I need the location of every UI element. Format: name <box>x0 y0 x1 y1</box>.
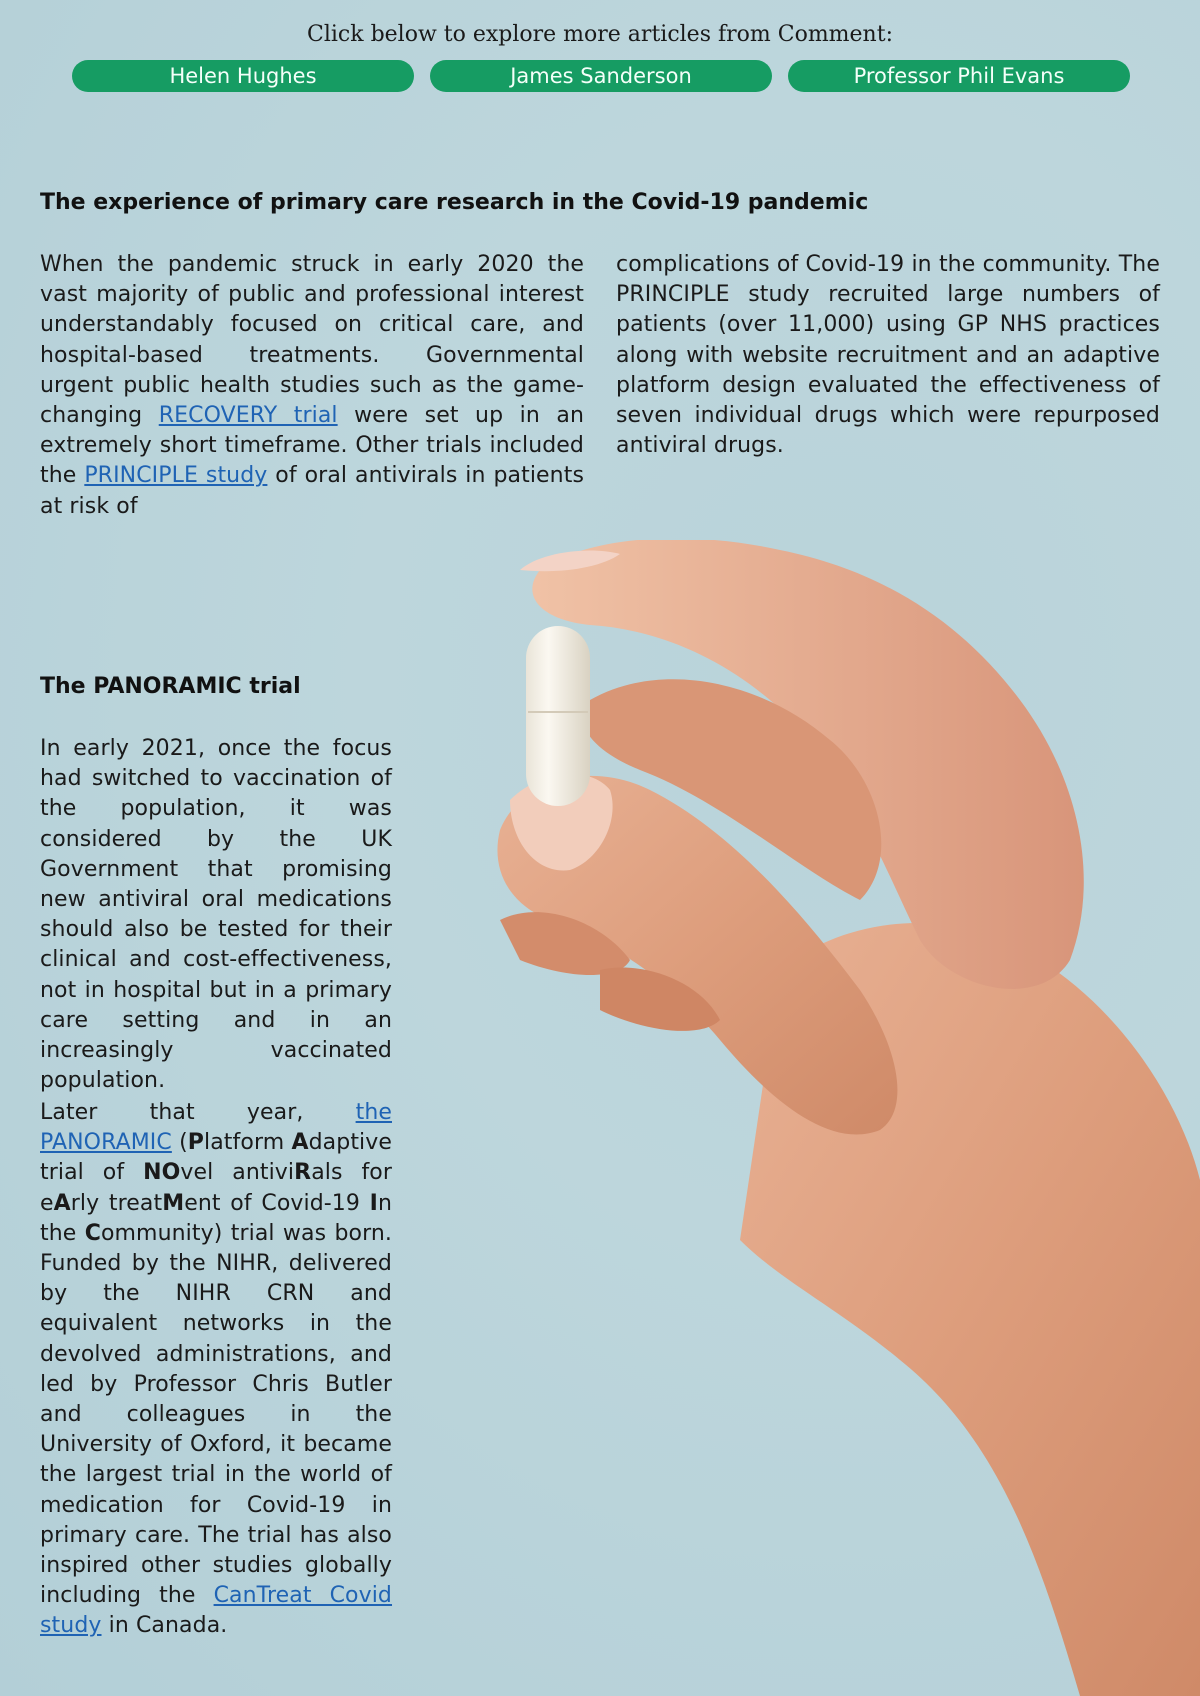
cantreat-covid-link[interactable]: CanTreat Covid study <box>40 1583 393 1639</box>
panoramic-paragraph-1: In early 2021, once the focus had switched to vaccination of the population, it was considered by the UK Government that promising new antiviral oral medications should also be tested for their clinical and cost-effectiveness, not in hospital but in a primary care setting and in an increasingly vaccinated population. <box>40 736 392 1094</box>
acronym-part: ent of Covid-19 <box>184 1190 370 1216</box>
col1-text: were set up in an extremely short timeframe. Other trials included the <box>40 403 584 489</box>
acronym-letter: M <box>162 1190 185 1216</box>
acronym-part: rly treat <box>70 1190 163 1216</box>
explore-prompt: Click below to explore more articles from Comment: <box>307 22 893 47</box>
section1-column1 <box>40 250 584 522</box>
acronym-part: daptive trial of <box>40 1130 393 1186</box>
principle-study-link[interactable]: PRINCIPLE study <box>84 463 268 489</box>
acronym-letter: NO <box>143 1160 181 1186</box>
acronym-letter: I <box>369 1190 378 1216</box>
acronym-part: latform <box>204 1130 292 1156</box>
acronym-letter: A <box>53 1190 71 1216</box>
para-text: in Canada. <box>101 1613 228 1639</box>
acronym-part: ( <box>179 1130 188 1156</box>
acronym-part: n the <box>40 1190 392 1246</box>
hand-holding-capsule-image <box>480 540 1200 1696</box>
capsule-icon <box>526 626 590 806</box>
acronym-letter: P <box>187 1130 205 1156</box>
panoramic-paragraph-2 <box>40 1098 392 1642</box>
acronym-letter: A <box>291 1130 309 1156</box>
acronym-letter: C <box>84 1220 101 1246</box>
section1-column2: complications of Covid-19 in the community. The PRINCIPLE study recruited large numbers of patients (over 11,000) using GP NHS practices along with website recruitment and an adaptive platform design evaluated the effectiveness of seven individual drugs which were repurposed antiviral drugs. <box>616 252 1160 459</box>
author-button-phil-evans[interactable]: Professor Phil Evans <box>788 60 1130 92</box>
author-buttons <box>72 60 1130 92</box>
author-button-helen-hughes[interactable]: Helen Hughes <box>72 60 414 92</box>
para-text: Later that year, <box>40 1100 356 1125</box>
col1-text: of oral antivirals in patients at risk of <box>40 463 585 519</box>
para-text: trial was born. Funded by the NIHR, delivered by the NIHR CRN and equivalent networks in the devolved administrations, and led by Professor Chris Butler and colleagues in the University of Oxford, it became the largest trial in the world of medication for Covid-19 in primary care. The trial has also inspired other studies globally including the <box>40 1220 392 1609</box>
recovery-trial-link[interactable]: RECOVERY trial <box>158 403 338 429</box>
acronym-part: als for e <box>40 1160 392 1216</box>
section-heading-panoramic: The PANORAMIC trial <box>40 674 301 699</box>
panoramic-link[interactable]: the PANORAMIC <box>40 1100 392 1156</box>
acronym-part: ommunity) <box>100 1220 223 1246</box>
section-heading-experience: The experience of primary care research in the Covid-19 pandemic <box>40 190 869 215</box>
author-button-james-sanderson[interactable]: James Sanderson <box>430 60 772 92</box>
acronym-part: vel antivi <box>180 1160 295 1186</box>
col1-text: When the pandemic struck in early 2020 the vast majority of public and professional interest understandably focused on critical care, and hospital-based treatments. Governmental urgent public health studies such as the game-changing <box>40 252 584 429</box>
acronym-letter: R <box>294 1160 312 1186</box>
